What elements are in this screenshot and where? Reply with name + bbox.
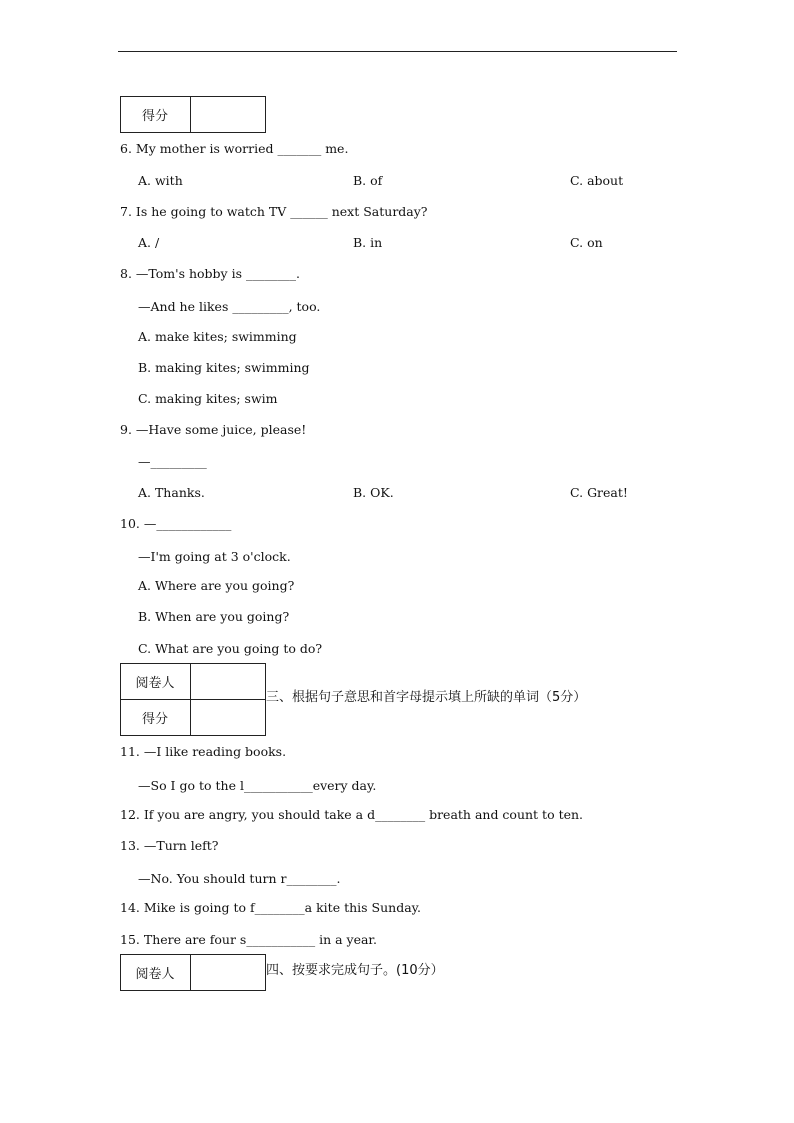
q7-option-a[interactable]: A. / [138, 235, 160, 250]
q10-option-b[interactable]: B. When are you going? [138, 609, 290, 624]
question-8: 8. —Tom's hobby is ________. [120, 266, 300, 281]
section-3-title: 三、根据句子意思和首字母提示填上所缺的单词（5分） [266, 690, 587, 705]
q8-option-a[interactable]: A. make kites; swimming [138, 329, 297, 344]
question-6: 6. My mother is worried _______ me. [120, 141, 349, 156]
score-input[interactable] [191, 700, 264, 735]
grader-input[interactable] [191, 664, 264, 699]
question-10-line2: —I'm going at 3 o'clock. [138, 549, 291, 564]
q10-option-c[interactable]: C. What are you going to do? [138, 641, 323, 656]
q8-option-c[interactable]: C. making kites; swim [138, 391, 278, 406]
q9-option-a[interactable]: A. Thanks. [138, 485, 205, 500]
q6-option-b[interactable]: B. of [353, 173, 383, 188]
question-11-line2: —So I go to the l___________every day. [138, 778, 377, 793]
header-rule [118, 51, 677, 52]
question-7: 7. Is he going to watch TV ______ next Saturday? [120, 204, 428, 219]
q6-option-a[interactable]: A. with [138, 173, 183, 188]
question-10: 10. —____________ [120, 516, 232, 531]
q7-option-b[interactable]: B. in [353, 235, 383, 250]
q6-option-c[interactable]: C. about [570, 173, 624, 188]
question-14: 14. Mike is going to f________a kite this Sunday. [120, 900, 422, 915]
question-15: 15. There are four s___________ in a year. [120, 932, 378, 947]
score-input[interactable] [191, 97, 264, 132]
q9-option-c[interactable]: C. Great! [570, 485, 628, 500]
question-11: 11. —I like reading books. [120, 744, 287, 759]
q7-option-c[interactable]: C. on [570, 235, 603, 250]
question-9-line2: —_________ [138, 454, 207, 469]
question-13-line2: —No. You should turn r________. [138, 871, 341, 886]
score-label: 得分 [141, 108, 168, 124]
score-label: 得分 [141, 712, 168, 727]
question-9: 9. —Have some juice, please! [120, 422, 307, 437]
question-8-line2: —And he likes _________, too. [138, 299, 321, 314]
question-13: 13. —Turn left? [120, 838, 219, 853]
grader-label: 阅卷人 [135, 966, 175, 982]
q8-option-b[interactable]: B. making kites; swimming [138, 360, 310, 375]
section-4-title: 四、按要求完成句子。(10分） [266, 963, 444, 978]
q9-option-b[interactable]: B. OK. [353, 485, 394, 500]
grader-label: 阅卷人 [135, 675, 175, 691]
q10-option-a[interactable]: A. Where are you going? [138, 578, 295, 593]
grader-input[interactable] [191, 955, 264, 990]
question-12: 12. If you are angry, you should take a d________ breath and count to ten. [120, 807, 584, 822]
